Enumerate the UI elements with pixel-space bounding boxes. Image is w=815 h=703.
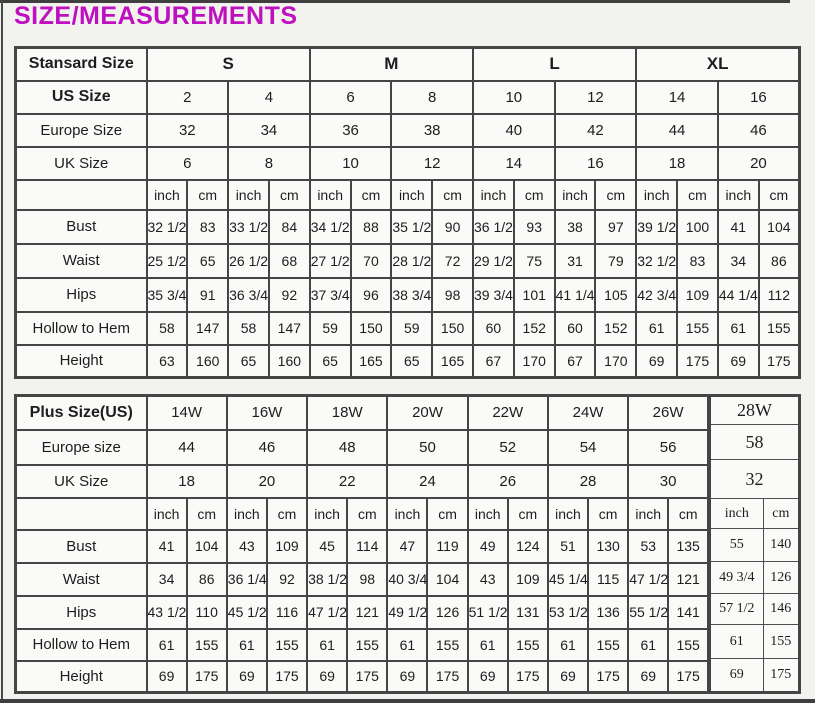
measurement-cell: 44 1/4 bbox=[718, 278, 759, 312]
measurement-cell: 75 bbox=[514, 244, 555, 278]
measurement-cell: 69 bbox=[636, 345, 677, 378]
measurement-cell: inch bbox=[227, 498, 267, 530]
measurement-cell: 26W bbox=[628, 396, 708, 430]
measurement-cell: 70 bbox=[351, 244, 392, 278]
measurement-cell: 61 bbox=[628, 629, 668, 661]
measurement-cell: 56 bbox=[628, 430, 708, 465]
measurement-cell: 6 bbox=[310, 81, 392, 114]
measurement-cell: 61 bbox=[636, 312, 677, 345]
measurement-cell: 175 bbox=[759, 345, 800, 378]
measurement-cell: 12 bbox=[555, 81, 637, 114]
measurement-cell: 104 bbox=[427, 563, 467, 596]
measurement-cell: 175 bbox=[588, 661, 628, 693]
measurement-cell: 34 bbox=[228, 114, 310, 147]
measurement-cell: 43 bbox=[227, 530, 267, 563]
measurement-cell: 34 bbox=[718, 244, 759, 278]
measurement-cell: 155 bbox=[187, 629, 227, 661]
measurement-cell: 16 bbox=[718, 81, 800, 114]
measurement-cell: 126 bbox=[427, 596, 467, 629]
measurement-cell: 34 1/2 bbox=[310, 210, 351, 244]
measurement-cell: inch bbox=[391, 180, 432, 210]
measurement-cell: 31 bbox=[555, 244, 596, 278]
measurement-cell: inch bbox=[473, 180, 514, 210]
measurement-cell: 69 bbox=[147, 661, 187, 693]
measurement-cell: S bbox=[147, 48, 310, 81]
measurement-cell: 42 bbox=[555, 114, 637, 147]
measurement-cell: 28W bbox=[710, 396, 800, 425]
measurement-cell: 105 bbox=[595, 278, 636, 312]
measurement-cell: 38 bbox=[555, 210, 596, 244]
measurement-cell: 14 bbox=[473, 147, 555, 180]
measurement-cell: cm bbox=[427, 498, 467, 530]
row-label: Height bbox=[16, 345, 147, 378]
measurement-cell: 65 bbox=[228, 345, 269, 378]
measurement-cell: 121 bbox=[668, 563, 708, 596]
measurement-cell: 69 bbox=[307, 661, 347, 693]
measurement-cell: 46 bbox=[718, 114, 800, 147]
standard-size-table-body bbox=[16, 48, 800, 378]
measurement-cell: 53 bbox=[628, 530, 668, 563]
measurement-cell: 69 bbox=[548, 661, 588, 693]
measurement-cell: 146 bbox=[763, 594, 799, 625]
measurement-cell: 45 1/2 bbox=[227, 596, 267, 629]
measurement-cell: 34 bbox=[147, 563, 187, 596]
row-label: UK Size bbox=[16, 147, 147, 180]
measurement-cell: 59 bbox=[310, 312, 351, 345]
measurement-cell: 16 bbox=[555, 147, 637, 180]
measurement-cell: 20 bbox=[718, 147, 800, 180]
measurement-cell: 2 bbox=[147, 81, 229, 114]
measurement-cell: 110 bbox=[187, 596, 227, 629]
measurement-cell: 18 bbox=[636, 147, 718, 180]
measurement-cell: cm bbox=[351, 180, 392, 210]
measurement-cell: 67 bbox=[473, 345, 514, 378]
measurement-cell: 68 bbox=[269, 244, 310, 278]
measurement-cell: inch bbox=[548, 498, 588, 530]
measurement-cell: 61 bbox=[147, 629, 187, 661]
measurement-cell: 65 bbox=[187, 244, 228, 278]
measurement-cell: cm bbox=[514, 180, 555, 210]
measurement-cell: 60 bbox=[473, 312, 514, 345]
measurement-cell: 88 bbox=[351, 210, 392, 244]
measurement-cell: 112 bbox=[759, 278, 800, 312]
measurement-cell: 91 bbox=[187, 278, 228, 312]
measurement-cell: 165 bbox=[432, 345, 473, 378]
row-label bbox=[16, 498, 147, 530]
measurement-cell: 28 bbox=[548, 465, 628, 498]
measurement-cell: 116 bbox=[267, 596, 307, 629]
measurement-cell: cm bbox=[432, 180, 473, 210]
measurement-cell: 58 bbox=[147, 312, 188, 345]
measurement-cell: 36 3/4 bbox=[228, 278, 269, 312]
row-label: Bust bbox=[16, 530, 147, 563]
measurement-cell: 8 bbox=[391, 81, 473, 114]
measurement-cell: 175 bbox=[187, 661, 227, 693]
measurement-cell: 109 bbox=[267, 530, 307, 563]
row-label: Height bbox=[16, 661, 147, 693]
measurement-cell: 41 bbox=[147, 530, 187, 563]
measurement-cell: 32 1/2 bbox=[147, 210, 188, 244]
plus-size-table-body bbox=[16, 396, 709, 693]
measurement-cell: 155 bbox=[677, 312, 718, 345]
image-border-left bbox=[1, 0, 3, 703]
measurement-cell: 61 bbox=[227, 629, 267, 661]
measurement-cell: cm bbox=[347, 498, 387, 530]
row-label: Hips bbox=[16, 596, 147, 629]
measurement-cell: 32 bbox=[710, 460, 800, 499]
row-label: Hollow to Hem bbox=[16, 629, 147, 661]
measurement-cell: 160 bbox=[187, 345, 228, 378]
measurement-cell: 55 bbox=[710, 529, 764, 562]
page-title: SIZE/MEASUREMENTS bbox=[14, 2, 298, 30]
row-label bbox=[16, 180, 147, 210]
measurement-cell: 51 1/2 bbox=[468, 596, 508, 629]
plus-size-table-container bbox=[14, 394, 801, 691]
measurement-cell: cm bbox=[187, 180, 228, 210]
measurement-cell: inch bbox=[228, 180, 269, 210]
measurement-cell: 155 bbox=[763, 625, 799, 659]
measurement-cell: 38 1/2 bbox=[307, 563, 347, 596]
measurement-cell: 114 bbox=[347, 530, 387, 563]
row-label: Europe size bbox=[16, 430, 147, 465]
measurement-cell: 10 bbox=[473, 81, 555, 114]
measurement-cell: 47 1/2 bbox=[628, 563, 668, 596]
measurement-cell: 175 bbox=[508, 661, 548, 693]
measurement-cell: 119 bbox=[427, 530, 467, 563]
measurement-cell: 150 bbox=[432, 312, 473, 345]
measurement-cell: 115 bbox=[588, 563, 628, 596]
measurement-cell: 155 bbox=[588, 629, 628, 661]
measurement-cell: 41 bbox=[718, 210, 759, 244]
measurement-cell: 61 bbox=[387, 629, 427, 661]
measurement-cell: 90 bbox=[432, 210, 473, 244]
measurement-cell: 50 bbox=[387, 430, 467, 465]
measurement-cell: inch bbox=[307, 498, 347, 530]
measurement-cell: M bbox=[310, 48, 473, 81]
measurement-cell: 35 3/4 bbox=[147, 278, 188, 312]
measurement-cell: 175 bbox=[267, 661, 307, 693]
row-label: Hips bbox=[16, 278, 147, 312]
measurement-cell: 69 bbox=[227, 661, 267, 693]
measurement-cell: 175 bbox=[427, 661, 467, 693]
measurement-cell: 155 bbox=[508, 629, 548, 661]
measurement-cell: 44 bbox=[147, 430, 227, 465]
row-label: Stansard Size bbox=[16, 48, 147, 81]
row-label: Plus Size(US) bbox=[16, 396, 147, 430]
measurement-cell: 35 1/2 bbox=[391, 210, 432, 244]
measurement-cell: 121 bbox=[347, 596, 387, 629]
measurement-cell: 69 bbox=[718, 345, 759, 378]
measurement-cell: 155 bbox=[347, 629, 387, 661]
measurement-cell: 97 bbox=[595, 210, 636, 244]
measurement-cell: 175 bbox=[668, 661, 708, 693]
measurement-cell: 40 bbox=[473, 114, 555, 147]
measurement-cell: 135 bbox=[668, 530, 708, 563]
measurement-cell: 152 bbox=[595, 312, 636, 345]
measurement-cell: 14 bbox=[636, 81, 718, 114]
row-label: Europe Size bbox=[16, 114, 147, 147]
measurement-cell: 109 bbox=[677, 278, 718, 312]
measurement-cell: 155 bbox=[668, 629, 708, 661]
measurement-cell: 155 bbox=[267, 629, 307, 661]
measurement-cell: 175 bbox=[677, 345, 718, 378]
measurement-cell: 45 1/4 bbox=[548, 563, 588, 596]
measurement-cell: 44 bbox=[636, 114, 718, 147]
measurement-cell: 49 bbox=[468, 530, 508, 563]
measurement-cell: 18W bbox=[307, 396, 387, 430]
row-label: Waist bbox=[16, 244, 147, 278]
measurement-cell: XL bbox=[636, 48, 799, 81]
measurement-cell: 38 3/4 bbox=[391, 278, 432, 312]
measurement-cell: 54 bbox=[548, 430, 628, 465]
measurement-cell: 65 bbox=[310, 345, 351, 378]
measurement-cell: inch bbox=[387, 498, 427, 530]
measurement-cell: inch bbox=[310, 180, 351, 210]
measurement-cell: 61 bbox=[710, 625, 764, 659]
measurement-cell: 140 bbox=[763, 529, 799, 562]
measurement-cell: 42 3/4 bbox=[636, 278, 677, 312]
measurement-cell: cm bbox=[588, 498, 628, 530]
measurement-cell: 10 bbox=[310, 147, 392, 180]
measurement-cell: 86 bbox=[187, 563, 227, 596]
measurement-cell: 175 bbox=[347, 661, 387, 693]
measurement-cell: 38 bbox=[391, 114, 473, 147]
measurement-cell: 48 bbox=[307, 430, 387, 465]
measurement-cell: 170 bbox=[595, 345, 636, 378]
measurement-cell: inch bbox=[718, 180, 759, 210]
measurement-cell: 26 bbox=[468, 465, 548, 498]
measurement-cell: 22 bbox=[307, 465, 387, 498]
measurement-cell: 55 1/2 bbox=[628, 596, 668, 629]
measurement-cell: 98 bbox=[432, 278, 473, 312]
measurement-cell: 69 bbox=[710, 659, 764, 693]
measurement-cell: inch bbox=[468, 498, 508, 530]
measurement-cell: inch bbox=[555, 180, 596, 210]
measurement-cell: 8 bbox=[228, 147, 310, 180]
measurement-cell: 63 bbox=[147, 345, 188, 378]
measurement-cell: 43 bbox=[468, 563, 508, 596]
measurement-cell: 69 bbox=[468, 661, 508, 693]
measurement-cell: 36 1/2 bbox=[473, 210, 514, 244]
measurement-cell: 130 bbox=[588, 530, 628, 563]
measurement-cell: 6 bbox=[147, 147, 229, 180]
measurement-cell: 46 bbox=[227, 430, 307, 465]
measurement-cell: 37 3/4 bbox=[310, 278, 351, 312]
measurement-cell: 32 bbox=[147, 114, 229, 147]
measurement-cell: 93 bbox=[514, 210, 555, 244]
measurement-cell: 58 bbox=[710, 425, 800, 460]
measurement-cell: 18 bbox=[147, 465, 227, 498]
measurement-cell: 39 3/4 bbox=[473, 278, 514, 312]
measurement-cell: L bbox=[473, 48, 636, 81]
measurement-cell: 150 bbox=[351, 312, 392, 345]
measurement-cell: cm bbox=[187, 498, 227, 530]
measurement-cell: 84 bbox=[269, 210, 310, 244]
measurement-cell: 59 bbox=[391, 312, 432, 345]
measurement-cell: 26 1/2 bbox=[228, 244, 269, 278]
row-label: UK Size bbox=[16, 465, 147, 498]
measurement-cell: 51 bbox=[548, 530, 588, 563]
measurement-cell: 47 1/2 bbox=[307, 596, 347, 629]
measurement-cell: cm bbox=[759, 180, 800, 210]
measurement-cell: 41 1/4 bbox=[555, 278, 596, 312]
measurement-cell: 22W bbox=[468, 396, 548, 430]
measurement-cell: inch bbox=[636, 180, 677, 210]
measurement-cell: 100 bbox=[677, 210, 718, 244]
measurement-cell: 165 bbox=[351, 345, 392, 378]
measurement-cell: 136 bbox=[588, 596, 628, 629]
row-label: Bust bbox=[16, 210, 147, 244]
measurement-cell: 39 1/2 bbox=[636, 210, 677, 244]
row-label: US Size bbox=[16, 81, 147, 114]
measurement-cell: 67 bbox=[555, 345, 596, 378]
row-label: Waist bbox=[16, 563, 147, 596]
measurement-cell: inch bbox=[628, 498, 668, 530]
measurement-cell: 45 bbox=[307, 530, 347, 563]
measurement-cell: 4 bbox=[228, 81, 310, 114]
measurement-cell: 104 bbox=[187, 530, 227, 563]
measurement-cell: 49 1/2 bbox=[387, 596, 427, 629]
measurement-cell: 53 1/2 bbox=[548, 596, 588, 629]
plus-28w-patch-body bbox=[710, 396, 800, 693]
measurement-cell: 58 bbox=[228, 312, 269, 345]
measurement-cell: 96 bbox=[351, 278, 392, 312]
measurement-cell: 12 bbox=[391, 147, 473, 180]
measurement-cell: 33 1/2 bbox=[228, 210, 269, 244]
measurement-cell: 83 bbox=[677, 244, 718, 278]
measurement-cell: 69 bbox=[387, 661, 427, 693]
measurement-cell: 72 bbox=[432, 244, 473, 278]
measurement-cell: 69 bbox=[628, 661, 668, 693]
measurement-cell: cm bbox=[595, 180, 636, 210]
measurement-cell: inch bbox=[147, 498, 187, 530]
measurement-cell: cm bbox=[677, 180, 718, 210]
measurement-cell: 14W bbox=[147, 396, 227, 430]
measurement-cell: 29 1/2 bbox=[473, 244, 514, 278]
measurement-cell: 61 bbox=[468, 629, 508, 661]
measurement-cell: 52 bbox=[468, 430, 548, 465]
measurement-cell: 61 bbox=[307, 629, 347, 661]
measurement-cell: 83 bbox=[187, 210, 228, 244]
measurement-cell: 25 1/2 bbox=[147, 244, 188, 278]
measurement-cell: 47 bbox=[387, 530, 427, 563]
measurement-cell: 24W bbox=[548, 396, 628, 430]
measurement-cell: 141 bbox=[668, 596, 708, 629]
measurement-cell: 86 bbox=[759, 244, 800, 278]
measurement-cell: cm bbox=[763, 499, 799, 529]
measurement-cell: 65 bbox=[391, 345, 432, 378]
measurement-cell: cm bbox=[508, 498, 548, 530]
standard-size-table-container bbox=[14, 46, 801, 376]
measurement-cell: 24 bbox=[387, 465, 467, 498]
measurement-cell: 98 bbox=[347, 563, 387, 596]
measurement-cell: cm bbox=[668, 498, 708, 530]
measurement-cell: 16W bbox=[227, 396, 307, 430]
measurement-cell: 104 bbox=[759, 210, 800, 244]
measurement-cell: 131 bbox=[508, 596, 548, 629]
measurement-cell: 92 bbox=[267, 563, 307, 596]
measurement-cell: cm bbox=[267, 498, 307, 530]
measurement-cell: inch bbox=[710, 499, 764, 529]
measurement-cell: 92 bbox=[269, 278, 310, 312]
measurement-cell: 57 1/2 bbox=[710, 594, 764, 625]
measurement-cell: 49 3/4 bbox=[710, 562, 764, 594]
measurement-cell: 20 bbox=[227, 465, 307, 498]
measurement-cell: 147 bbox=[269, 312, 310, 345]
measurement-cell: cm bbox=[269, 180, 310, 210]
image-border-bottom bbox=[0, 699, 815, 703]
measurement-cell: 20W bbox=[387, 396, 467, 430]
measurement-cell: 109 bbox=[508, 563, 548, 596]
measurement-cell: 79 bbox=[595, 244, 636, 278]
measurement-cell: 155 bbox=[759, 312, 800, 345]
measurement-cell: 36 bbox=[310, 114, 392, 147]
measurement-cell: 175 bbox=[763, 659, 799, 693]
plus-28w-patch-table bbox=[708, 394, 801, 694]
measurement-cell: 124 bbox=[508, 530, 548, 563]
measurement-cell: 40 3/4 bbox=[387, 563, 427, 596]
measurement-cell: 32 1/2 bbox=[636, 244, 677, 278]
measurement-cell: 126 bbox=[763, 562, 799, 594]
measurement-cell: inch bbox=[147, 180, 188, 210]
measurement-cell: 60 bbox=[555, 312, 596, 345]
measurement-cell: 170 bbox=[514, 345, 555, 378]
measurement-cell: 30 bbox=[628, 465, 708, 498]
measurement-cell: 27 1/2 bbox=[310, 244, 351, 278]
measurement-cell: 160 bbox=[269, 345, 310, 378]
measurement-cell: 152 bbox=[514, 312, 555, 345]
measurement-cell: 28 1/2 bbox=[391, 244, 432, 278]
measurement-cell: 43 1/2 bbox=[147, 596, 187, 629]
plus-size-table bbox=[14, 394, 710, 694]
measurement-cell: 36 1/4 bbox=[227, 563, 267, 596]
standard-size-table bbox=[14, 46, 801, 379]
measurement-cell: 61 bbox=[718, 312, 759, 345]
measurement-cell: 155 bbox=[427, 629, 467, 661]
row-label: Hollow to Hem bbox=[16, 312, 147, 345]
measurement-cell: 61 bbox=[548, 629, 588, 661]
measurement-cell: 147 bbox=[187, 312, 228, 345]
measurement-cell: 101 bbox=[514, 278, 555, 312]
